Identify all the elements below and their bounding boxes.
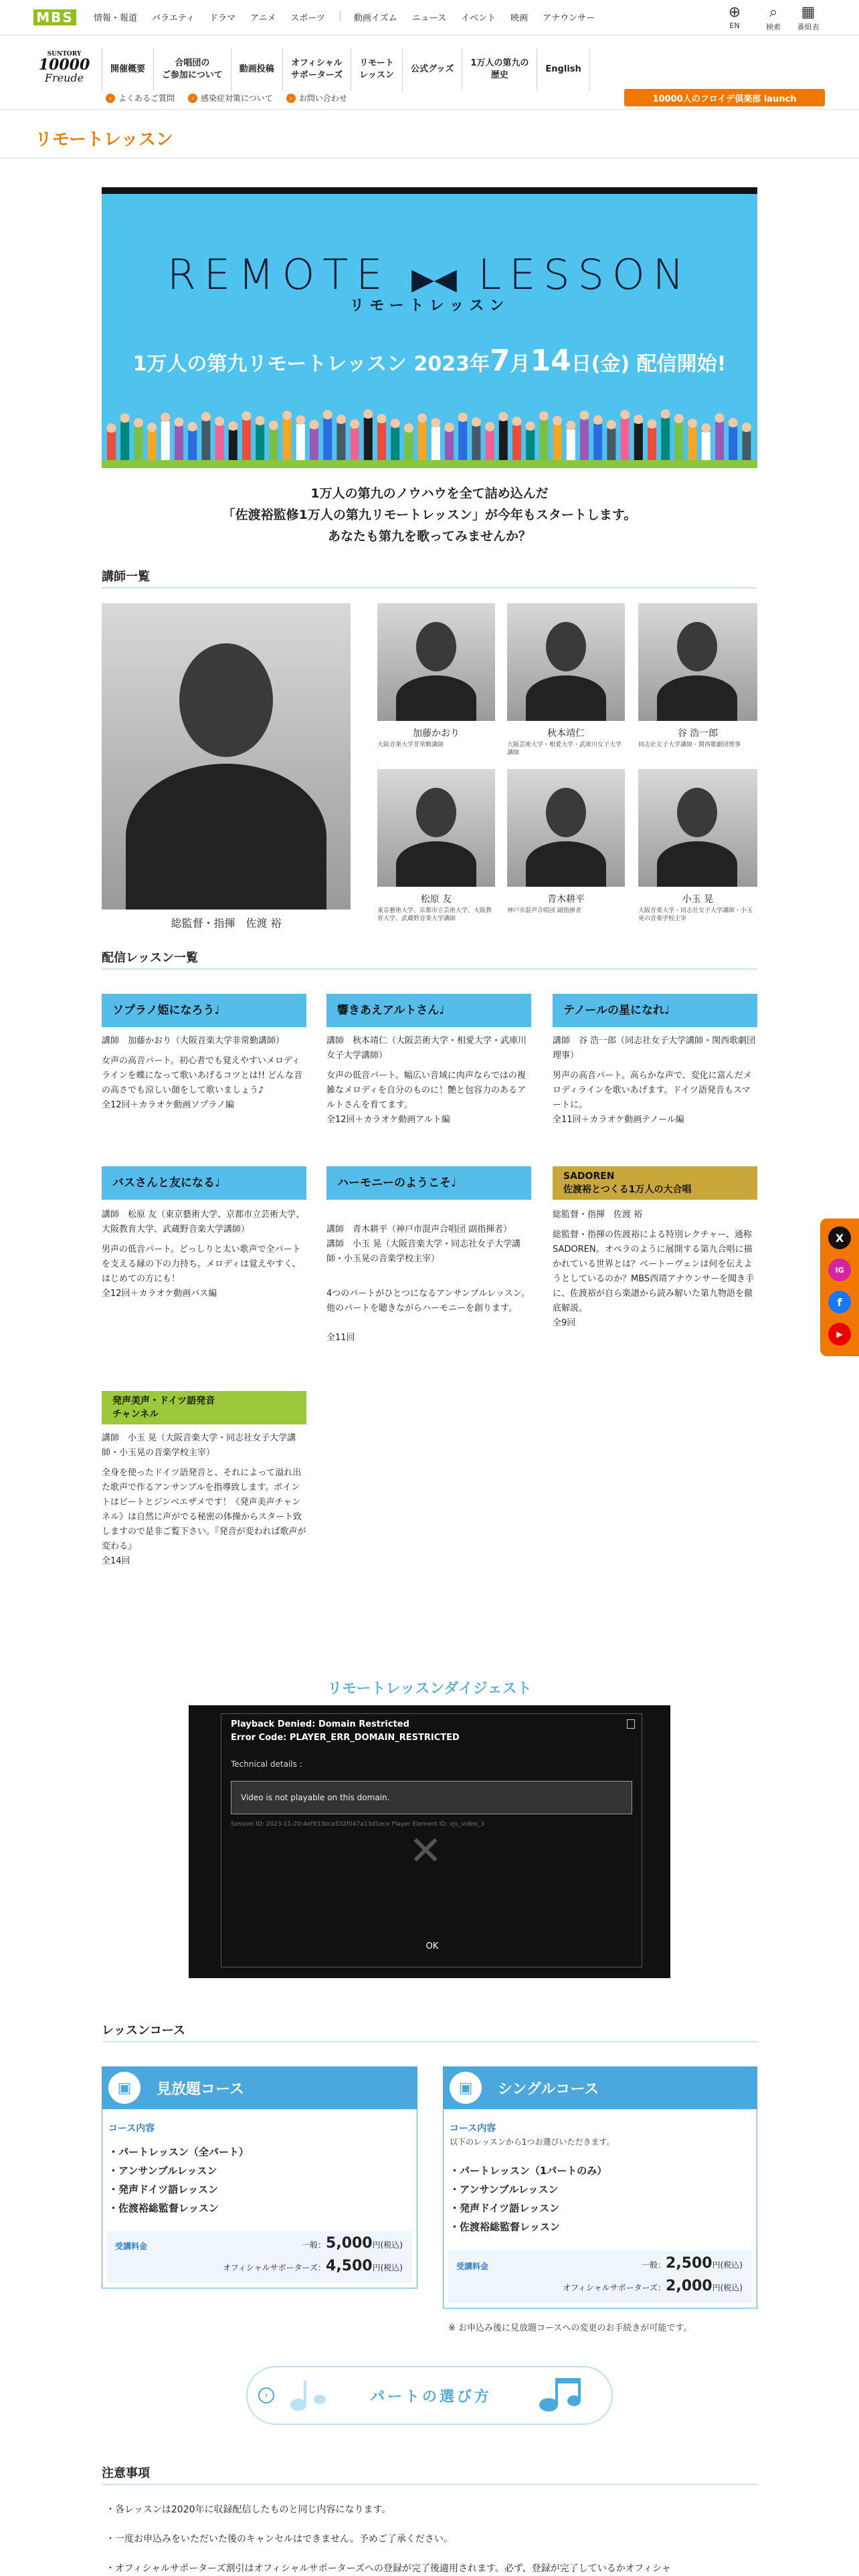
- course-single-header[interactable]: ▣ シングルコース: [443, 2066, 757, 2109]
- person-head: [337, 415, 346, 424]
- person-head: [607, 420, 616, 429]
- person-figure: [283, 419, 292, 460]
- body: [526, 675, 606, 721]
- person-head: [282, 411, 292, 420]
- person-head: [485, 422, 494, 431]
- person-head: [729, 418, 738, 427]
- person-figure: [107, 432, 116, 460]
- person-figure: [539, 420, 548, 460]
- hero-banner: [102, 187, 757, 468]
- person-figure: [688, 427, 697, 460]
- close-icon[interactable]: [627, 1719, 635, 1729]
- person-figure: [567, 429, 575, 460]
- course-items: [450, 2161, 607, 2236]
- person-head: [404, 423, 413, 433]
- course-item: ・アンサンブルレッスン: [450, 2183, 559, 2195]
- nav-divider: [340, 11, 341, 21]
- grass: [102, 460, 757, 468]
- course-content-label: コース内容: [450, 2123, 496, 2134]
- freude-logo[interactable]: SUNTORY 10000 Freude: [38, 51, 90, 84]
- person-head: [134, 418, 143, 427]
- person-head: [107, 423, 116, 433]
- person-figure: [729, 427, 737, 460]
- person-figure: [702, 432, 710, 460]
- person-figure: [134, 427, 142, 460]
- sub-infection[interactable]: › 感染症対策について: [188, 92, 273, 104]
- person-head: [553, 416, 562, 425]
- nav-announcer[interactable]: アナウンサー: [543, 13, 595, 23]
- course-item: ・発声ドイツ語レッスン: [108, 2183, 219, 2195]
- divider: [102, 968, 757, 970]
- divider: [102, 2041, 757, 2042]
- nav-overview[interactable]: 開催概要: [102, 48, 153, 91]
- person-head: [431, 418, 440, 427]
- sub-contact[interactable]: › お問い合わせ: [286, 92, 347, 104]
- music-note-icon: [529, 2374, 589, 2417]
- people: [107, 409, 751, 460]
- teacher-name: 小玉 晃: [682, 894, 714, 905]
- body: [526, 841, 606, 887]
- lesson-body: 講師 青木耕平（神戸市混声合唱団 副指揮者） 講師 小玉 晃（大阪音楽大学・同志社女子大学講師・小玉晃の音楽学校主宰） 4つのパートがひとつになるアンサンブルレッスン。他のパートを聴きながらハーモニーを創ります。 全11回: [326, 1224, 530, 1343]
- person-figure: [188, 431, 197, 460]
- schedule-button[interactable]: ▦ 番組表: [791, 4, 826, 32]
- nav-english[interactable]: English: [537, 48, 589, 91]
- nav-anime[interactable]: アニメ: [250, 13, 276, 23]
- lesson-body: 講師 小玉 晃（大阪音楽大学・同志社女子大学講師・小玉晃の音楽学校主宰） 全身を使ったドイツ語発音と、それによって溢れ出た歌声で作るアンサンブルを指導致します。ポイントはビートとジンベエザメです！《発声美声チャンネル》は自然に声がでる秘密の体操からスタート致しますので是非ご覧下さい。『発音が変われば歌声が変わる』 全14回: [102, 1433, 306, 1566]
- teacher-name: 加藤かおり: [413, 728, 460, 739]
- person-head: [566, 421, 575, 430]
- video-player[interactable]: [189, 1705, 670, 1978]
- course-item: ・パートレッスン（1パートのみ）: [450, 2165, 607, 2177]
- person-figure: [337, 423, 345, 460]
- course-price: 受講料金 一般：5,000円(税込) オフィシャルサポーターズ：4,500円(税込): [107, 2231, 412, 2283]
- teacher-name: 秋本靖仁: [547, 728, 585, 739]
- person-figure: [674, 423, 683, 460]
- head: [416, 788, 456, 837]
- head: [677, 788, 717, 837]
- person-figure: [323, 419, 332, 460]
- course-item: ・パートレッスン（全パート）: [108, 2146, 249, 2158]
- course-change-note: ※ お申込み後に見放題コースへの変更のお手続きが可能です。: [448, 2323, 692, 2333]
- person-figure: [377, 423, 386, 460]
- course-price: 受講料金 一般：2,500円(税込) オフィシャルサポーターズ：2,000円(税込): [448, 2251, 752, 2303]
- person-figure: [621, 419, 630, 460]
- person-head: [377, 414, 387, 423]
- person-figure: [215, 425, 224, 460]
- video-icon: ▣: [108, 2072, 140, 2104]
- teacher-photo: [507, 769, 625, 887]
- nav-choir-join[interactable]: 合唱団の ご参加について: [153, 48, 231, 91]
- lesson-title-harmony[interactable]: ハーモニーのようこそ♩: [326, 1166, 531, 1200]
- person-head: [648, 419, 657, 429]
- lesson-body: 講師 谷 浩一郎（同志社女子大学講師・関西歌劇団理事） 男声の高音パート。高らかな声で、変化に富んだメロディラインを歌いあげます。ドイツ語発音もスマートに。 全11回＋カラオケ動画テノール編: [553, 1036, 756, 1125]
- person-figure: [269, 429, 278, 460]
- facebook-icon[interactable]: f: [828, 1291, 851, 1313]
- head: [677, 622, 717, 671]
- site-nav: [102, 48, 590, 91]
- person-head: [391, 419, 400, 428]
- course-item: ・発声ドイツ語レッスン: [450, 2202, 560, 2214]
- person-figure: [404, 432, 413, 460]
- head: [546, 788, 586, 837]
- main-teacher-name: 総監督・指揮 佐渡 裕: [171, 917, 282, 930]
- person-figure: [296, 424, 305, 460]
- nav-news[interactable]: 情報・報道: [94, 13, 138, 23]
- person-figure: [634, 423, 643, 460]
- nav-supporters[interactable]: オフィシャル サポーターズ: [282, 48, 351, 91]
- person-head: [256, 416, 265, 425]
- body: [396, 841, 476, 887]
- nav-variety[interactable]: バラエティ: [152, 13, 195, 23]
- page-title: リモートレッスン: [35, 130, 173, 150]
- nav-event[interactable]: イベント: [461, 13, 496, 23]
- global-header: [0, 0, 859, 35]
- person-figure: [391, 427, 399, 460]
- lesson-title-tenor[interactable]: テノールの星になれ♩: [553, 994, 757, 1027]
- person-figure: [310, 429, 318, 460]
- lesson-title-bass[interactable]: バスさんと友になる♩: [102, 1166, 306, 1200]
- person-head: [742, 423, 751, 432]
- person-figure: [593, 424, 602, 460]
- person-head: [674, 414, 684, 423]
- person-figure: [580, 419, 589, 460]
- teacher-note: 神戸市混声合唱団 副指揮者: [507, 907, 581, 914]
- body: [396, 675, 476, 721]
- person-figure: [242, 420, 251, 460]
- head: [179, 643, 273, 757]
- person-head: [310, 420, 319, 429]
- teacher-note: 大阪芸術大学・相愛大学・武庫川女子大学講師: [507, 742, 622, 756]
- supporter-price: オフィシャルサポーターズ：4,500円(税込): [223, 2258, 403, 2274]
- teacher-note: 東京藝術大学、京都市立芸術大学、大阪教育大学、武蔵野音楽大学講師: [377, 907, 492, 922]
- main-teacher-photo: [102, 603, 351, 909]
- error-dialog: [221, 1713, 642, 1967]
- instagram-icon[interactable]: IG: [828, 1259, 851, 1281]
- nav-history[interactable]: 1万人の第九の 歴史: [462, 48, 537, 91]
- person-head: [201, 412, 211, 421]
- person-figure: [472, 426, 480, 460]
- teacher-photo: [638, 769, 757, 887]
- person-figure: [161, 421, 170, 460]
- person-figure: [526, 430, 535, 460]
- teacher-photo: [377, 769, 495, 887]
- sns-share-bar: [820, 1218, 859, 1356]
- person-head: [661, 409, 670, 419]
- person-figure: [715, 422, 724, 460]
- person-figure: [458, 421, 467, 460]
- teacher-photo: [638, 603, 757, 721]
- lesson-title-sadoren[interactable]: SADOREN 佐渡裕とつくる1万人の大合唱: [553, 1166, 757, 1200]
- person-head: [472, 417, 481, 427]
- notice-heading: 注意事項: [102, 2466, 150, 2480]
- course-note: 以下のレッスンから1つお選びいただきます。: [450, 2137, 615, 2147]
- globe-icon: ⊕: [728, 4, 741, 21]
- person-figure: [499, 421, 508, 460]
- banner-subtitle: リモートレッスン: [349, 298, 510, 314]
- divider: [102, 587, 757, 588]
- person-head: [417, 413, 427, 423]
- person-head: [175, 417, 184, 427]
- person-head: [363, 409, 373, 419]
- video-icon: ▣: [450, 2072, 482, 2104]
- nav-douga-ism[interactable]: 動画イズム: [353, 13, 397, 23]
- person-head: [634, 415, 643, 424]
- person-head: [539, 411, 549, 421]
- head: [546, 622, 586, 671]
- lesson-title-german[interactable]: 発声美声・ドイツ語発音 チャンネル: [102, 1391, 306, 1424]
- person-figure: [229, 430, 237, 460]
- search-button[interactable]: ⌕ 検索: [756, 4, 791, 32]
- error-code: Error Code: PLAYER_ERR_DOMAIN_RESTRICTED: [231, 1733, 460, 1743]
- nav-movie[interactable]: 映画: [510, 13, 529, 23]
- person-figure: [486, 431, 494, 460]
- teachers-heading: 講師一覧: [102, 570, 150, 584]
- lesson-body: 総監督・指揮 佐渡 裕 総監督・指揮の佐渡裕による特別レクチャー、通称SADOREN。オペラのように展開する第九合唱に描かれている世界とは？ベートーヴェンは何を伝えようとしているのか？MBS西靖アナウンサーを聞き手に、佐渡裕が自ら楽譜から読み解いた第九物語を徹底解説。 全9回: [553, 1210, 755, 1328]
- mbs-logo[interactable]: MBS: [33, 9, 76, 25]
- course-content-label: コース内容: [108, 2123, 155, 2134]
- person-head: [445, 423, 454, 432]
- freude-club-launch-button[interactable]: 10000人のフロイデ倶楽部 launch: [624, 89, 825, 106]
- teacher-photo: [507, 603, 625, 721]
- nav-remote-lesson[interactable]: リモート レッスン: [351, 48, 402, 91]
- teacher-note: 大阪音楽大学非常勤講師: [377, 742, 444, 748]
- body: [657, 841, 737, 887]
- notice-item: ・一度お申込みをいただいた後のキャンセルはできません。予めご了承ください。: [106, 2534, 453, 2545]
- banner-announce: 1万人の第九リモートレッスン 2023年7月14日(金) 配信開始!: [132, 344, 727, 378]
- person-figure: [512, 425, 521, 460]
- courses-heading: レッスンコース: [102, 2024, 185, 2038]
- person-figure: [445, 431, 454, 460]
- person-figure: [175, 426, 183, 460]
- banner-title: REMOTE ▶◀ LESSON: [167, 250, 692, 299]
- notice-item: ・オフィシャルサポーターズ割引はオフィシャルサポーターズへの登録が完了後適用されます。必ず、登録が完了しているかオフィシャ: [106, 2563, 671, 2574]
- lesson-body: 講師 松原 友（東京藝術大学、京都市立芸術大学、大阪教育大学、武蔵野音楽大学講師） 男声の低音パート。どっしりと太い歌声で全パートを支える縁の下の力持ち。メロディは覚えやすく、はじめての方にも！ 全12回＋カラオケ動画バス編: [102, 1210, 305, 1299]
- x-icon[interactable]: X: [828, 1226, 851, 1249]
- bowtie-icon: ▶◀: [411, 262, 457, 296]
- nav-sports[interactable]: スポーツ: [290, 13, 325, 23]
- teacher-photo: [377, 603, 495, 721]
- person-head: [296, 415, 305, 425]
- lessons-heading: 配信レッスン一覧: [102, 951, 198, 965]
- lesson-body: 講師 加藤かおり（大阪音楽大学非常勤講師） 女声の高音パート。初心者でも覚えやすいメロディラインを蝶になって歌いあげるコツとは!! どんな音の高さでも涼しい顔をして歌いましょう♪ 全12回＋カラオケ動画ソプラノ編: [102, 1036, 303, 1110]
- person-head: [147, 423, 157, 432]
- person-figure: [648, 428, 656, 460]
- part-guide-button[interactable]: › パートの選び方: [246, 2366, 613, 2425]
- notice-item: ・各レッスンは2020年に収録配信したものと同じ内容になります。: [106, 2504, 391, 2515]
- person-figure: [742, 431, 751, 460]
- person-head: [161, 413, 170, 422]
- nav-news2[interactable]: ニュース: [411, 13, 447, 23]
- nav-drama[interactable]: ドラマ: [209, 13, 235, 23]
- person-figure: [607, 429, 615, 460]
- person-head: [688, 419, 697, 428]
- youtube-icon[interactable]: ▶: [828, 1323, 851, 1346]
- person-head: [269, 421, 278, 430]
- person-head: [701, 423, 710, 433]
- sub-nav: [106, 92, 361, 104]
- course-item: ・佐渡裕総監督レッスン: [450, 2221, 560, 2233]
- person-head: [580, 411, 589, 420]
- intro-text: 1万人の第九のノウハウを全て詰め込んだ 「佐渡裕監修1万人の第九リモートレッスン」が今年もスタートします。 あなたも第九を歌ってみませんか？: [222, 486, 637, 544]
- person-head: [188, 422, 197, 431]
- teacher-name: 松原 友: [420, 894, 452, 905]
- person-figure: [418, 422, 427, 460]
- person-figure: [661, 418, 670, 460]
- music-note-icon: [281, 2375, 335, 2416]
- person-figure: [201, 421, 210, 460]
- head: [416, 622, 456, 671]
- crowd-illustration: [102, 401, 757, 468]
- person-figure: [364, 418, 373, 460]
- teacher-name: 谷 浩一郎: [677, 728, 719, 739]
- global-nav: [94, 11, 609, 23]
- person-head: [458, 413, 468, 422]
- lesson-body: 講師 秋本靖仁（大阪芸術大学・相愛大学・武庫川女子大学講師） 女声の低音パート。幅広い音域に肉声ならではの複雑なメロディを自分のものに！艶と包容力のあるアルトさんを育てます。 全12回＋カラオケ動画アルト編: [326, 1036, 527, 1125]
- teacher-note: 大阪音楽大学・同志社女子大学講師・小玉晃の音楽学校主宰: [638, 907, 753, 922]
- person-head: [593, 415, 603, 425]
- supporter-price: オフィシャルサポーターズ：2,000円(税込): [563, 2278, 743, 2294]
- divider: [102, 2484, 757, 2485]
- person-head: [242, 411, 252, 421]
- person-figure: [148, 431, 157, 460]
- lesson-title-alto[interactable]: 響きあえアルトさん♩: [326, 994, 531, 1027]
- person-head: [228, 421, 237, 431]
- chevron-right-icon: ›: [258, 2387, 274, 2403]
- person-figure: [432, 427, 440, 460]
- language-switch[interactable]: ⊕ EN: [717, 4, 752, 30]
- error-title: Playback Denied: Domain Restricted: [231, 1719, 409, 1729]
- body: [657, 675, 737, 721]
- course-unlimited-header[interactable]: ▣ 見放題コース: [102, 2066, 417, 2109]
- session-id: Session ID: 2023-11-20:4ef933bce532f047a13d1ece Player Element ID: vjs_video_3: [231, 1821, 484, 1828]
- search-icon: ⌕: [769, 4, 778, 21]
- calendar-icon: ▦: [801, 4, 816, 21]
- person-head: [215, 417, 224, 426]
- course-item: ・アンサンブルレッスン: [108, 2165, 217, 2177]
- teacher-note: 同志社女子大学講師・関西歌劇団理事: [638, 742, 741, 748]
- person-figure: [553, 425, 562, 460]
- course-item: ・佐渡裕総監督レッスン: [108, 2202, 219, 2214]
- ok-button[interactable]: OK: [425, 1941, 439, 1951]
- sub-faq[interactable]: › よくあるご質問: [106, 92, 175, 104]
- person-head: [350, 419, 359, 429]
- person-head: [498, 412, 508, 421]
- course-items: [108, 2143, 249, 2218]
- person-head: [526, 421, 535, 431]
- error-message: Video is not playable on this domain.: [231, 1781, 632, 1814]
- tech-details: Technical details :: [231, 1759, 302, 1769]
- person-figure: [120, 422, 129, 460]
- person-head: [620, 410, 630, 419]
- teacher-name: 青木耕平: [547, 894, 585, 905]
- general-price: 一般：5,000円(税込): [302, 2235, 403, 2252]
- person-head: [512, 417, 522, 426]
- x-icon: ✕: [409, 1828, 443, 1874]
- person-head: [715, 413, 725, 423]
- person-figure: [351, 428, 359, 460]
- general-price: 一般：2,500円(税込): [642, 2255, 743, 2272]
- person-figure: [256, 425, 264, 460]
- person-head: [323, 410, 332, 419]
- nav-goods[interactable]: 公式グッズ: [402, 48, 462, 91]
- nav-video-post[interactable]: 動画投稿: [231, 48, 282, 91]
- body: [126, 764, 326, 909]
- digest-heading: リモートレッスンダイジェスト: [327, 1681, 532, 1697]
- lesson-title-soprano[interactable]: ソプラノ姫になろう♩: [102, 994, 306, 1027]
- person-head: [120, 413, 130, 423]
